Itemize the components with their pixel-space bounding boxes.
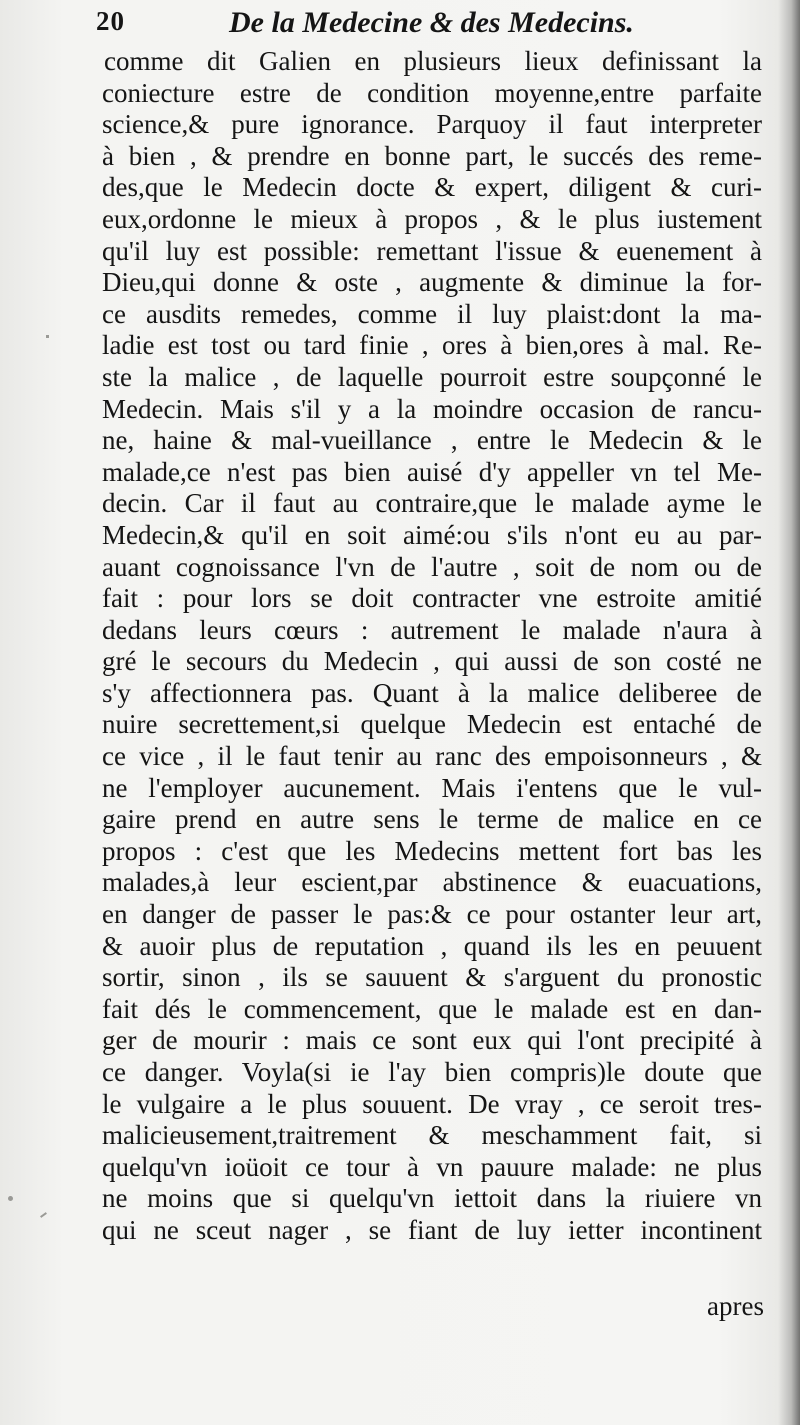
text-line: dedans leurs cœurs : autrement le malade n'aura à (102, 614, 762, 645)
margin-speck (8, 1196, 13, 1201)
margin-speck (40, 1212, 47, 1218)
body-text (102, 46, 762, 1247)
text-line: decin. Car il faut au contraire,que le malade ayme le (102, 488, 762, 519)
page-gutter-shadow (778, 0, 800, 1425)
text-line: ne moins que si quelqu'vn iettoit dans la riuiere vn (102, 1183, 762, 1214)
text-line: à bien , & prendre en bonne part, le succés des reme- (102, 140, 762, 171)
text-line: auant cognoissance l'vn de l'autre , soit de nom ou de (102, 551, 762, 582)
text-line: nuire secrettement,si quelque Medecin est entaché de (102, 709, 762, 740)
text-line: malicieusement,traitrement & meschamment fait, si (102, 1120, 762, 1151)
page-header (96, 4, 756, 42)
margin-speck (46, 335, 49, 338)
text-line: science,& pure ignorance. Parquoy il faut interpreter (102, 109, 762, 140)
text-line: s'y affectionnera pas. Quant à la malice deliberee de (102, 677, 762, 708)
text-line: coniecture estre de condition moyenne,entre parfaite (102, 77, 762, 108)
text-line: ger de mourir : mais ce sont eux qui l'ont precipité à (102, 1025, 762, 1056)
text-line: ce vice , il le faut tenir au ranc des empoisonneurs , & (102, 741, 762, 772)
text-line: eux,ordonne le mieux à propos , & le plus iustement (102, 203, 762, 234)
text-line: Medecin. Mais s'il y a la moindre occasion de rancu- (102, 393, 762, 424)
catchword: apres (707, 1291, 764, 1321)
text-line: sortir, sinon , ils se sauuent & s'arguent du pronostic (102, 962, 762, 993)
text-line: des,que le Medecin docte & expert, diligent & curi- (102, 172, 762, 203)
text-line: malades,à leur escient,par abstinence & euacuations, (102, 867, 762, 898)
text-line: ne, haine & mal-vueillance , entre le Medecin & le (102, 425, 762, 456)
text-line: & auoir plus de reputation , quand ils les en peuuent (102, 930, 762, 961)
text-line: ste la malice , de laquelle pourroit estre soupçonné le (102, 361, 762, 392)
text-line: quelqu'vn ioüoit ce tour à vn pauure malade: ne plus (102, 1151, 762, 1182)
text-line: qu'il luy est possible: remettant l'issue & euenement à (102, 235, 762, 266)
text-line: qui ne sceut nager , se fiant de luy ietter incontinent (102, 1214, 762, 1245)
text-line: propos : c'est que les Medecins mettent fort bas les (102, 835, 762, 866)
text-line: ce danger. Voyla(si ie l'ay bien compris)le doute que (102, 1057, 762, 1087)
text-line: ne l'employer aucunement. Mais i'entens que le vul- (102, 772, 762, 803)
text-line: gaire prend en autre sens le terme de malice en ce (102, 804, 762, 835)
running-head: De la Medecine & des Medecins. (229, 6, 634, 39)
text-line: gré le secours du Medecin , qui aussi de son costé ne (102, 646, 762, 677)
text-line: en danger de passer le pas:& ce pour ostanter leur art, (102, 899, 762, 930)
text-line: ce ausdits remedes, comme il luy plaist:dont la ma- (102, 298, 762, 329)
page-number: 20 (96, 6, 125, 36)
text-line: malade,ce n'est pas bien auisé d'y appeller vn tel Me- (102, 456, 762, 487)
text-line: ladie est tost ou tard finie , ores à bien,ores à mal. Re- (102, 330, 762, 361)
text-line: fait : pour lors se doit contracter vne estroite amitié (102, 583, 762, 614)
text-line: le vulgaire a le plus souuent. De vray , ce seroit tres- (102, 1088, 762, 1119)
text-line: fait dés le commencement, que le malade est en dan- (102, 993, 762, 1024)
text-line: Dieu,qui donne & oste , augmente & diminue la for- (102, 267, 762, 298)
text-line: Medecin,& qu'il en soit aimé:ou s'ils n'ont eu au par- (102, 519, 762, 550)
text-line: comme dit Galien en plusieurs lieux definissant la (104, 46, 762, 76)
